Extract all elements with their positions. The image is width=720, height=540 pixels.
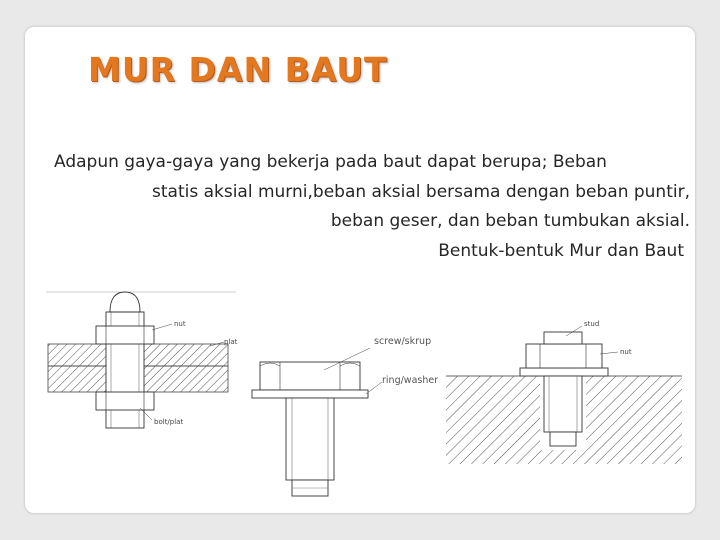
bolt-head <box>96 392 154 410</box>
label-stud: stud <box>584 320 600 328</box>
screw-head <box>260 362 360 390</box>
stud-nut-diagram <box>444 310 689 465</box>
screw-washer-diagram <box>246 320 446 505</box>
label-plat: plat <box>224 338 238 346</box>
paragraph-line-1: Adapun gaya-gaya yang bekerja pada baut dapat berupa; Beban <box>54 152 607 172</box>
stud-body <box>544 376 582 432</box>
label-stud-nut: nut <box>620 348 632 356</box>
paragraph-line-2: statis aksial murni,beban aksial bersama dengan beban puntir, <box>152 181 690 202</box>
label-nut: nut <box>174 320 186 328</box>
paragraph-line-4: Bentuk-bentuk Mur dan Baut <box>438 240 684 261</box>
washer-shape <box>252 390 368 398</box>
bolt-plate-diagram <box>40 286 240 448</box>
label-washer: ring/washer <box>382 375 439 386</box>
slide-title: MUR DAN BAUT <box>88 50 388 89</box>
body-paragraph <box>40 148 690 266</box>
label-bolt-plat: bolt/plat <box>154 418 184 426</box>
nut-shape <box>96 326 154 344</box>
label-screw: screw/skrup <box>374 336 432 347</box>
paragraph-line-3: beban geser, dan beban tumbukan aksial. <box>330 211 690 231</box>
stud-nut <box>526 344 602 368</box>
